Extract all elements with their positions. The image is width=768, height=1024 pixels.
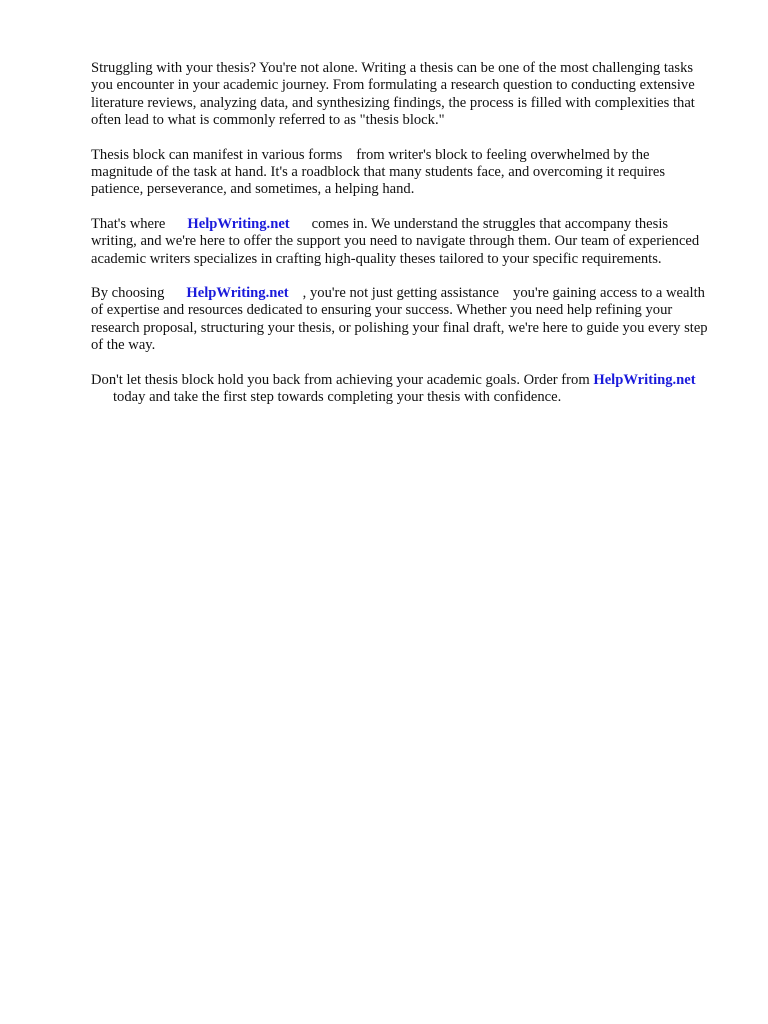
paragraph-text-start: Thesis block can manifest in various forms: [91, 146, 343, 163]
paragraph-text-end: comes in. We understand the struggles that accompany thesis writing, and we're here to offer the support you need to navigate through them. Our team of experienced academic writers specializes in crafting high-quality theses tailored to your specific requirements.: [91, 215, 700, 267]
helpwriting-link[interactable]: HelpWriting.net: [593, 371, 696, 388]
paragraph-text-middle: , you're not just getting assistance: [302, 285, 500, 302]
helpwriting-link[interactable]: HelpWriting.net: [187, 215, 290, 232]
paragraph-text-start: That's where: [91, 215, 166, 232]
document-page: [91, 60, 711, 424]
paragraph-benefits: [91, 285, 711, 355]
paragraph-text-end: from writer's block to feeling overwhelmed by the magnitude of the task at hand. It's a roadblock that many students face, and overcoming it requires patience, perseverance, and sometimes, a helping hand.: [91, 146, 666, 198]
paragraph-text: Struggling with your thesis? You're not alone. Writing a thesis can be one of the most challenging tasks you encounter in your academic journey. From formulating a research question to conducting extensive literature reviews, analyzing data, and synthesizing findings, the process is filled with complexities that often lead to what is commonly referred to as "thesis block.": [91, 60, 695, 129]
paragraph-call-to-action: [91, 372, 711, 407]
paragraph-thesis-block: [91, 147, 711, 199]
helpwriting-link[interactable]: HelpWriting.net: [186, 285, 289, 302]
paragraph-service-intro: [91, 216, 711, 268]
paragraph-text-start: Don't let thesis block hold you back from achieving your academic goals. Order from: [91, 371, 590, 388]
paragraph-text-end: today and take the first step towards completing your thesis with confidence.: [113, 389, 562, 406]
paragraph-text-start: By choosing: [91, 285, 165, 302]
paragraph-text-end: you're gaining access to a wealth of expertise and resources dedicated to ensuring your success. Whether you need help refining your research proposal, structuring your thesis, or polishing your final draft, we're here to guide you every step of the way.: [91, 285, 708, 354]
paragraph-intro: [91, 60, 711, 130]
